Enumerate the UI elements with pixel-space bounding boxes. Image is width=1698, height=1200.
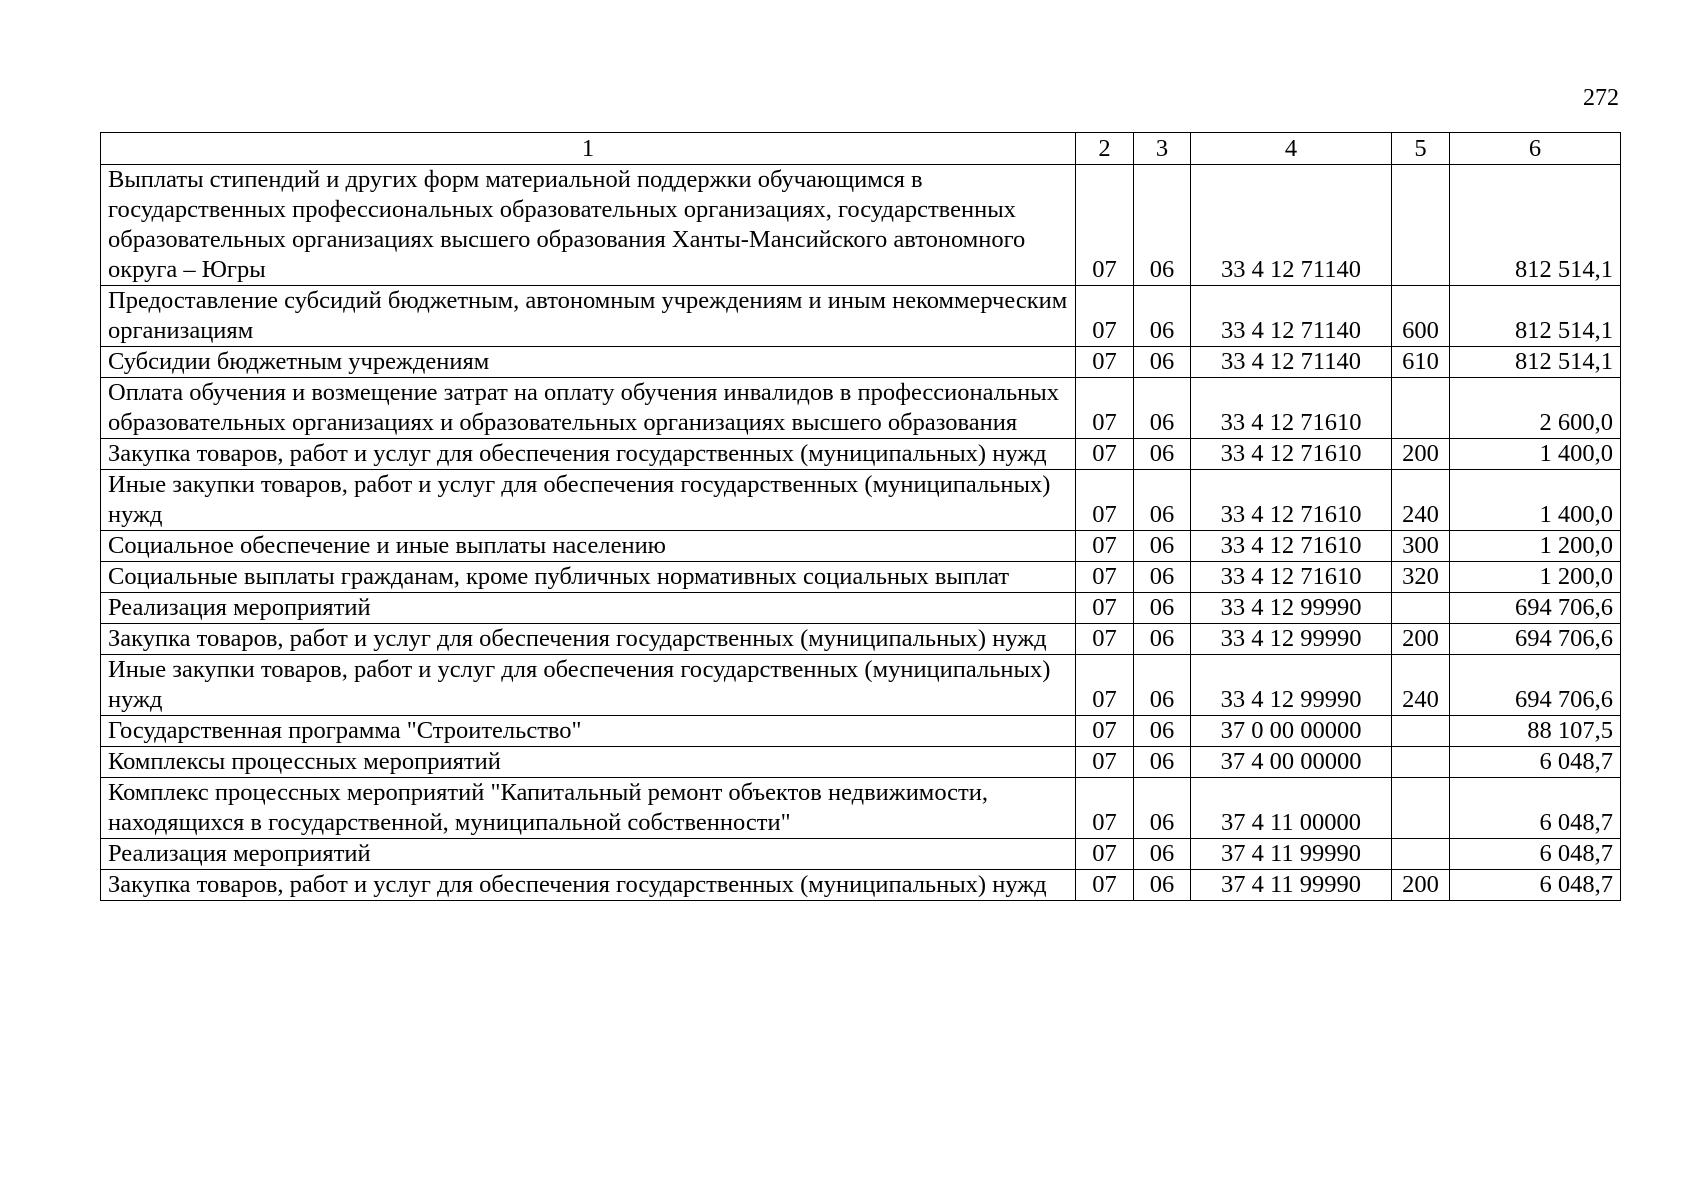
target-article-cell: 33 4 12 71610 <box>1191 439 1392 470</box>
amount-cell: 694 706,6 <box>1450 655 1621 716</box>
item-name-cell: Субсидии бюджетным учреждениям <box>101 347 1076 378</box>
target-article-cell: 33 4 12 99990 <box>1191 593 1392 624</box>
amount-cell: 694 706,6 <box>1450 593 1621 624</box>
item-name-cell: Государственная программа "Строительство" <box>101 716 1076 747</box>
subsection-code-cell: 06 <box>1134 347 1191 378</box>
expense-type-cell <box>1392 378 1450 439</box>
column-header-3: 3 <box>1134 133 1191 165</box>
table-row <box>101 655 1621 716</box>
amount-cell: 6 048,7 <box>1450 870 1621 901</box>
expense-type-cell <box>1392 593 1450 624</box>
amount-cell: 6 048,7 <box>1450 839 1621 870</box>
target-article-cell: 33 4 12 71610 <box>1191 531 1392 562</box>
item-name-cell: Закупка товаров, работ и услуг для обеспечения государственных (муниципальных) нужд <box>101 624 1076 655</box>
section-code-cell: 07 <box>1076 562 1134 593</box>
subsection-code-cell: 06 <box>1134 286 1191 347</box>
header-row <box>101 133 1621 165</box>
target-article-cell: 37 4 00 00000 <box>1191 747 1392 778</box>
column-header-1: 1 <box>101 133 1076 165</box>
expense-type-cell: 300 <box>1392 531 1450 562</box>
subsection-code-cell: 06 <box>1134 747 1191 778</box>
column-header-5: 5 <box>1392 133 1450 165</box>
section-code-cell: 07 <box>1076 655 1134 716</box>
expense-type-cell <box>1392 839 1450 870</box>
table-row <box>101 747 1621 778</box>
table-row <box>101 778 1621 839</box>
item-name-cell: Комплексы процессных мероприятий <box>101 747 1076 778</box>
section-code-cell: 07 <box>1076 716 1134 747</box>
expense-type-cell: 200 <box>1392 439 1450 470</box>
table-row <box>101 439 1621 470</box>
target-article-cell: 33 4 12 71610 <box>1191 378 1392 439</box>
amount-cell: 694 706,6 <box>1450 624 1621 655</box>
amount-cell: 6 048,7 <box>1450 747 1621 778</box>
item-name-cell: Комплекс процессных мероприятий "Капитальный ремонт объектов недвижимости, находящихся в государственной, муниципальной собственности" <box>101 778 1076 839</box>
amount-cell: 1 200,0 <box>1450 531 1621 562</box>
expense-type-cell <box>1392 778 1450 839</box>
subsection-code-cell: 06 <box>1134 655 1191 716</box>
expense-type-cell <box>1392 747 1450 778</box>
expense-type-cell <box>1392 165 1450 286</box>
expense-type-cell: 610 <box>1392 347 1450 378</box>
item-name-cell: Выплаты стипендий и других форм материальной поддержки обучающимся в государственных профессиональных образовательных организациях, государственных образовательных организациях высшего образования Ханты-Мансийского автономного округа – Югры <box>101 165 1076 286</box>
subsection-code-cell: 06 <box>1134 378 1191 439</box>
amount-cell: 88 107,5 <box>1450 716 1621 747</box>
table-row <box>101 347 1621 378</box>
amount-cell: 812 514,1 <box>1450 347 1621 378</box>
item-name-cell: Иные закупки товаров, работ и услуг для обеспечения государственных (муниципальных) нужд <box>101 470 1076 531</box>
table-row <box>101 593 1621 624</box>
section-code-cell: 07 <box>1076 839 1134 870</box>
table-body <box>101 165 1621 901</box>
amount-cell: 1 400,0 <box>1450 439 1621 470</box>
item-name-cell: Социальные выплаты гражданам, кроме публичных нормативных социальных выплат <box>101 562 1076 593</box>
target-article-cell: 37 4 11 99990 <box>1191 839 1392 870</box>
table-row <box>101 839 1621 870</box>
subsection-code-cell: 06 <box>1134 531 1191 562</box>
expense-type-cell: 200 <box>1392 870 1450 901</box>
page-number: 272 <box>1583 85 1619 111</box>
subsection-code-cell: 06 <box>1134 593 1191 624</box>
table-row <box>101 470 1621 531</box>
expense-type-cell: 240 <box>1392 655 1450 716</box>
subsection-code-cell: 06 <box>1134 470 1191 531</box>
item-name-cell: Социальное обеспечение и иные выплаты населению <box>101 531 1076 562</box>
column-header-2: 2 <box>1076 133 1134 165</box>
table-row <box>101 870 1621 901</box>
amount-cell: 6 048,7 <box>1450 778 1621 839</box>
subsection-code-cell: 06 <box>1134 624 1191 655</box>
item-name-cell: Закупка товаров, работ и услуг для обеспечения государственных (муниципальных) нужд <box>101 439 1076 470</box>
target-article-cell: 33 4 12 71140 <box>1191 347 1392 378</box>
expense-type-cell: 600 <box>1392 286 1450 347</box>
target-article-cell: 33 4 12 71140 <box>1191 286 1392 347</box>
subsection-code-cell: 06 <box>1134 716 1191 747</box>
target-article-cell: 37 0 00 00000 <box>1191 716 1392 747</box>
target-article-cell: 33 4 12 71610 <box>1191 470 1392 531</box>
section-code-cell: 07 <box>1076 593 1134 624</box>
section-code-cell: 07 <box>1076 470 1134 531</box>
item-name-cell: Реализация мероприятий <box>101 593 1076 624</box>
section-code-cell: 07 <box>1076 870 1134 901</box>
table-row <box>101 165 1621 286</box>
column-header-6: 6 <box>1450 133 1621 165</box>
table-row <box>101 378 1621 439</box>
section-code-cell: 07 <box>1076 439 1134 470</box>
item-name-cell: Реализация мероприятий <box>101 839 1076 870</box>
table-row <box>101 531 1621 562</box>
target-article-cell: 33 4 12 99990 <box>1191 655 1392 716</box>
amount-cell: 1 400,0 <box>1450 470 1621 531</box>
budget-table <box>100 132 1621 901</box>
amount-cell: 2 600,0 <box>1450 378 1621 439</box>
section-code-cell: 07 <box>1076 165 1134 286</box>
expense-type-cell: 200 <box>1392 624 1450 655</box>
item-name-cell: Предоставление субсидий бюджетным, автономным учреждениям и иным некоммерческим организациям <box>101 286 1076 347</box>
section-code-cell: 07 <box>1076 747 1134 778</box>
amount-cell: 812 514,1 <box>1450 165 1621 286</box>
target-article-cell: 33 4 12 71140 <box>1191 165 1392 286</box>
target-article-cell: 33 4 12 71610 <box>1191 562 1392 593</box>
column-header-4: 4 <box>1191 133 1392 165</box>
subsection-code-cell: 06 <box>1134 439 1191 470</box>
table-row <box>101 286 1621 347</box>
item-name-cell: Закупка товаров, работ и услуг для обеспечения государственных (муниципальных) нужд <box>101 870 1076 901</box>
section-code-cell: 07 <box>1076 778 1134 839</box>
item-name-cell: Оплата обучения и возмещение затрат на оплату обучения инвалидов в профессиональных образовательных организациях и образовательных организациях высшего образования <box>101 378 1076 439</box>
section-code-cell: 07 <box>1076 286 1134 347</box>
expense-type-cell <box>1392 716 1450 747</box>
table-row <box>101 624 1621 655</box>
table-header <box>101 133 1621 165</box>
expense-type-cell: 320 <box>1392 562 1450 593</box>
subsection-code-cell: 06 <box>1134 870 1191 901</box>
section-code-cell: 07 <box>1076 378 1134 439</box>
item-name-cell: Иные закупки товаров, работ и услуг для обеспечения государственных (муниципальных) нужд <box>101 655 1076 716</box>
subsection-code-cell: 06 <box>1134 165 1191 286</box>
section-code-cell: 07 <box>1076 624 1134 655</box>
expense-type-cell: 240 <box>1392 470 1450 531</box>
subsection-code-cell: 06 <box>1134 562 1191 593</box>
section-code-cell: 07 <box>1076 347 1134 378</box>
target-article-cell: 33 4 12 99990 <box>1191 624 1392 655</box>
amount-cell: 812 514,1 <box>1450 286 1621 347</box>
target-article-cell: 37 4 11 99990 <box>1191 870 1392 901</box>
target-article-cell: 37 4 11 00000 <box>1191 778 1392 839</box>
subsection-code-cell: 06 <box>1134 778 1191 839</box>
table-row <box>101 716 1621 747</box>
section-code-cell: 07 <box>1076 531 1134 562</box>
subsection-code-cell: 06 <box>1134 839 1191 870</box>
table-row <box>101 562 1621 593</box>
amount-cell: 1 200,0 <box>1450 562 1621 593</box>
